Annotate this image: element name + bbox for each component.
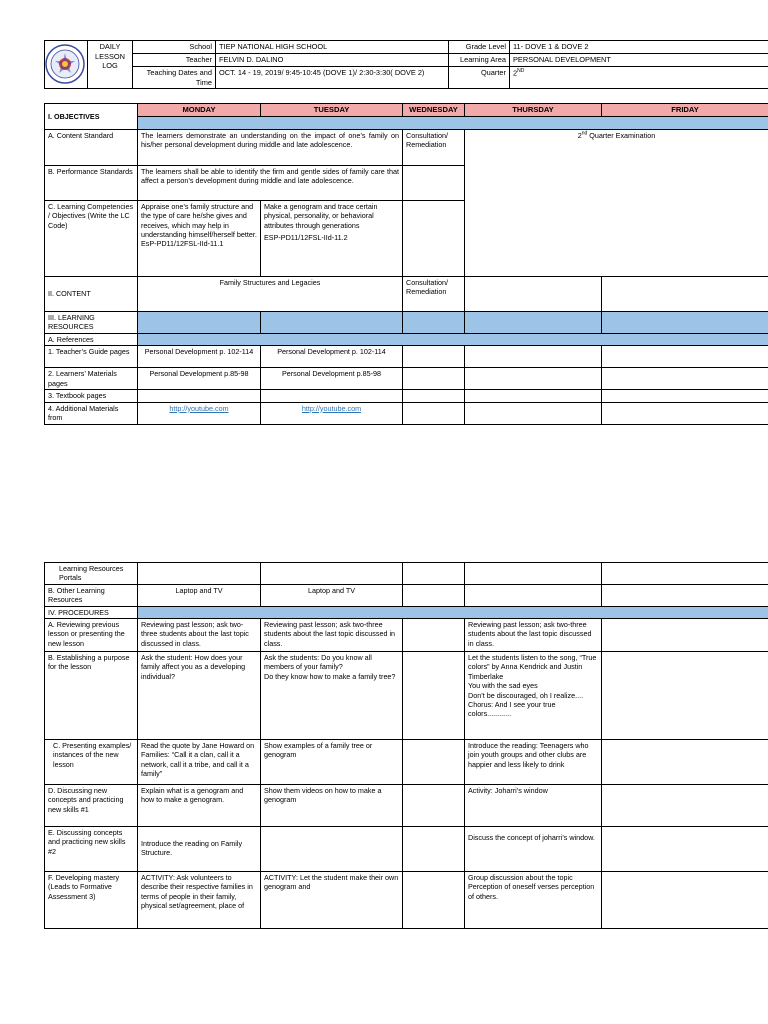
proc-b-label: B. Establishing a purpose for the lesson xyxy=(45,652,138,740)
materials-wed xyxy=(403,368,465,390)
proc-c-label: C. Presenting examples/ instances of the new lesson xyxy=(45,740,138,785)
grade-label: Grade Level xyxy=(449,41,510,54)
other-thu xyxy=(465,584,602,606)
other-monday: Laptop and TV xyxy=(138,584,261,606)
school-label: School xyxy=(133,41,216,54)
youtube-link-monday[interactable]: http://youtube.com xyxy=(138,402,261,424)
performance-wed xyxy=(403,166,465,201)
content-consult: Consultation/ Remediation xyxy=(403,277,465,312)
references-band xyxy=(138,334,768,346)
guide-monday: Personal Development p. 102-114 xyxy=(138,346,261,368)
performance-label: B. Performance Standards xyxy=(45,166,138,201)
consultation-text: Consultation/ Remediation xyxy=(403,130,465,166)
resources-band xyxy=(261,312,403,334)
dll-title xyxy=(88,41,133,89)
portal-mon xyxy=(138,563,261,585)
guide-thu xyxy=(465,346,602,368)
proc-d-tuesday: Show them videos on how to make a genogram xyxy=(261,785,403,827)
school-value: TIEP NATIONAL HIGH SCHOOL xyxy=(216,41,449,54)
guide-wed xyxy=(403,346,465,368)
proc-e-tue xyxy=(261,827,403,872)
proc-c-tuesday: Show examples of a family tree or genogram xyxy=(261,740,403,785)
exam-text: 2nd Quarter Examination xyxy=(577,131,656,141)
materials-fri xyxy=(602,368,768,390)
proc-b-thursday-line: Let the students listen to the song, “True colors” by Anna Kendrick and Justin Timberlake xyxy=(468,653,597,681)
teacher-value: FELVIN D. DALINO xyxy=(216,54,449,67)
textbook-label: 3. Textbook pages xyxy=(45,390,138,402)
procedures-label: IV. PROCEDURES xyxy=(45,606,138,618)
grade-value: 11- DOVE 1 & DOVE 2 xyxy=(510,41,768,54)
day-thursday: THURSDAY xyxy=(465,104,602,117)
proc-b-thursday xyxy=(465,652,602,740)
proc-e-wed xyxy=(403,827,465,872)
logo-cell xyxy=(45,41,88,89)
content-standard-label: A. Content Standard xyxy=(45,130,138,166)
textbook-wed xyxy=(403,390,465,402)
portal-tue xyxy=(261,563,403,585)
competencies-tuesday xyxy=(261,201,403,277)
competencies-monday xyxy=(138,201,261,277)
proc-c-monday: Read the quote by Jane Howard on Families: “Call it a clan, call it a network, call it a tribe, and call it a family” xyxy=(138,740,261,785)
portal-label: Learning Resources Portals xyxy=(45,563,138,585)
textbook-mon xyxy=(138,390,261,402)
proc-a-label: A. Reviewing previous lesson or presenting the new lesson xyxy=(45,619,138,652)
materials-thu xyxy=(465,368,602,390)
proc-a-wed xyxy=(403,619,465,652)
competencies-label: C. Learning Competencies / Objectives (Write the LC Code) xyxy=(45,201,138,277)
proc-b-thursday-line: You with the sad eyes xyxy=(468,681,538,691)
dates-value: OCT. 14 - 19, 2019/ 9:45-10:45 (DOVE 1)/ 2:30-3:30( DOVE 2) xyxy=(216,67,449,89)
content-fri xyxy=(602,277,768,312)
proc-e-fri xyxy=(602,827,768,872)
competency-text: Make a genogram and trace certain physical, personality, or behavioral attributes through generations xyxy=(264,202,378,230)
proc-e-label: E. Discussing concepts and practicing new skills #2 xyxy=(45,827,138,872)
materials-tuesday: Personal Development p.85-98 xyxy=(261,368,403,390)
resources-band xyxy=(403,312,465,334)
other-fri xyxy=(602,584,768,606)
dll-title-line: LESSON xyxy=(95,51,125,61)
textbook-fri xyxy=(602,390,768,402)
teacher-label: Teacher xyxy=(133,54,216,67)
lesson-table-part1 xyxy=(44,103,768,425)
proc-f-tuesday: ACTIVITY: Let the student make their own genogram and xyxy=(261,872,403,929)
proc-f-monday: ACTIVITY: Ask volunteers to describe their respective families in terms of people in their family, physical set/agreement, place of xyxy=(138,872,261,929)
youtube-link-tuesday[interactable]: http://youtube.com xyxy=(261,402,403,424)
proc-d-monday: Explain what is a genogram and how to make a genogram. xyxy=(138,785,261,827)
additional-thu xyxy=(465,402,602,424)
materials-monday: Personal Development p.85-98 xyxy=(138,368,261,390)
references-label: A. References xyxy=(45,334,138,346)
quarter-label: Quarter xyxy=(449,67,510,89)
portal-thu xyxy=(465,563,602,585)
proc-a-tuesday: Reviewing past lesson; ask two-three students about the last topic discussed in class. xyxy=(261,619,403,652)
resources-band xyxy=(465,312,602,334)
other-wed xyxy=(403,584,465,606)
resources-band xyxy=(602,312,768,334)
proc-b-thursday-line: Don’t be discouraged, oh I realize.... xyxy=(468,690,584,700)
proc-b-monday: Ask the student: How does your family affect you as a developing individual? xyxy=(138,652,261,740)
materials-label: 2. Learners’ Materials pages xyxy=(45,368,138,390)
proc-d-fri xyxy=(602,785,768,827)
textbook-tue xyxy=(261,390,403,402)
content-text: Family Structures and Legacies xyxy=(138,277,403,312)
area-value: PERSONAL DEVELOPMENT xyxy=(510,54,768,67)
proc-b-thursday-line: Chorus: And I see your true colors............ xyxy=(468,699,556,719)
proc-a-fri xyxy=(602,619,768,652)
day-wednesday: WEDNESDAY xyxy=(403,104,465,117)
proc-d-wed xyxy=(403,785,465,827)
proc-a-thursday: Reviewing past lesson; ask two-three students about the last topic discussed in class. xyxy=(465,619,602,652)
proc-a-monday: Reviewing past lesson; ask two-three students about the last topic discussed in class. xyxy=(138,619,261,652)
additional-label: 4. Additional Materials from xyxy=(45,402,138,424)
dll-title-line: LOG xyxy=(102,61,118,71)
additional-wed xyxy=(403,402,465,424)
day-friday: FRIDAY xyxy=(602,104,768,117)
performance-text: The learners shall be able to identify the firm and gentle sides of family care that affect a person’s development during middle and late adolescence. xyxy=(138,166,403,201)
proc-b-tuesday-line: Do they know how to make a family tree? xyxy=(264,671,396,681)
other-resources-label: B. Other Learning Resources xyxy=(45,584,138,606)
proc-b-wed xyxy=(403,652,465,740)
objectives-label: I. OBJECTIVES xyxy=(45,104,138,130)
proc-c-thursday: Introduce the reading: Teenagers who join youth groups and other clubs are happier and less likely to drink xyxy=(465,740,602,785)
proc-b-fri xyxy=(602,652,768,740)
resources-label: III. LEARNING RESOURCES xyxy=(45,312,138,334)
quarter-value: 2ND xyxy=(510,67,768,89)
header-table xyxy=(44,40,768,89)
proc-e-thursday: Discuss the concept of joharri’s window. xyxy=(465,827,602,872)
portal-fri xyxy=(602,563,768,585)
portal-wed xyxy=(403,563,465,585)
proc-d-label: D. Discussing new concepts and practicing new skills #1 xyxy=(45,785,138,827)
resources-band xyxy=(138,312,261,334)
proc-b-tuesday xyxy=(261,652,403,740)
guide-tuesday: Personal Development p. 102-114 xyxy=(261,346,403,368)
proc-f-wed xyxy=(403,872,465,929)
proc-e-monday: Introduce the reading on Family Structure. xyxy=(138,827,261,872)
lesson-table-part2 xyxy=(44,562,768,929)
day-tuesday: TUESDAY xyxy=(261,104,403,117)
other-tuesday: Laptop and TV xyxy=(261,584,403,606)
competencies-wed xyxy=(403,201,465,277)
proc-b-tuesday-line: Ask the students: Do you know all members of your family? xyxy=(264,653,372,672)
guide-label: 1. Teacher’s Guide pages xyxy=(45,346,138,368)
content-thu xyxy=(465,277,602,312)
competency-code: ESP-PD11/12FSL-IId-11.2 xyxy=(264,233,348,243)
guide-fri xyxy=(602,346,768,368)
procedures-band xyxy=(138,606,768,618)
competency-code: EsP-PD11/12FSL-IId-11.1 xyxy=(141,239,224,249)
competency-text: Appraise one’s family structure and the type of care he/she gives and receives, which may help in understanding himself/herself better. xyxy=(141,202,257,240)
exam-cell xyxy=(465,130,768,277)
dates-label: Teaching Dates and Time xyxy=(133,67,216,89)
proc-c-fri xyxy=(602,740,768,785)
proc-d-thursday: Activity: Joharri’s window xyxy=(465,785,602,827)
proc-f-fri xyxy=(602,872,768,929)
area-label: Learning Area xyxy=(449,54,510,67)
textbook-thu xyxy=(465,390,602,402)
objectives-band xyxy=(138,117,768,130)
dll-title-line: DAILY xyxy=(99,42,121,51)
content-standard-text: The learners demonstrate an understanding on the impact of one’s family on his/her personal development during middle and late adolescence. xyxy=(138,130,403,166)
proc-f-thursday: Group discussion about the topic Perception of oneself verses perception of others. xyxy=(465,872,602,929)
proc-c-wed xyxy=(403,740,465,785)
proc-f-label: F. Developing mastery (Leads to Formative Assessment 3) xyxy=(45,872,138,929)
additional-fri xyxy=(602,402,768,424)
day-monday: MONDAY xyxy=(138,104,261,117)
content-label: II. CONTENT xyxy=(45,277,138,312)
